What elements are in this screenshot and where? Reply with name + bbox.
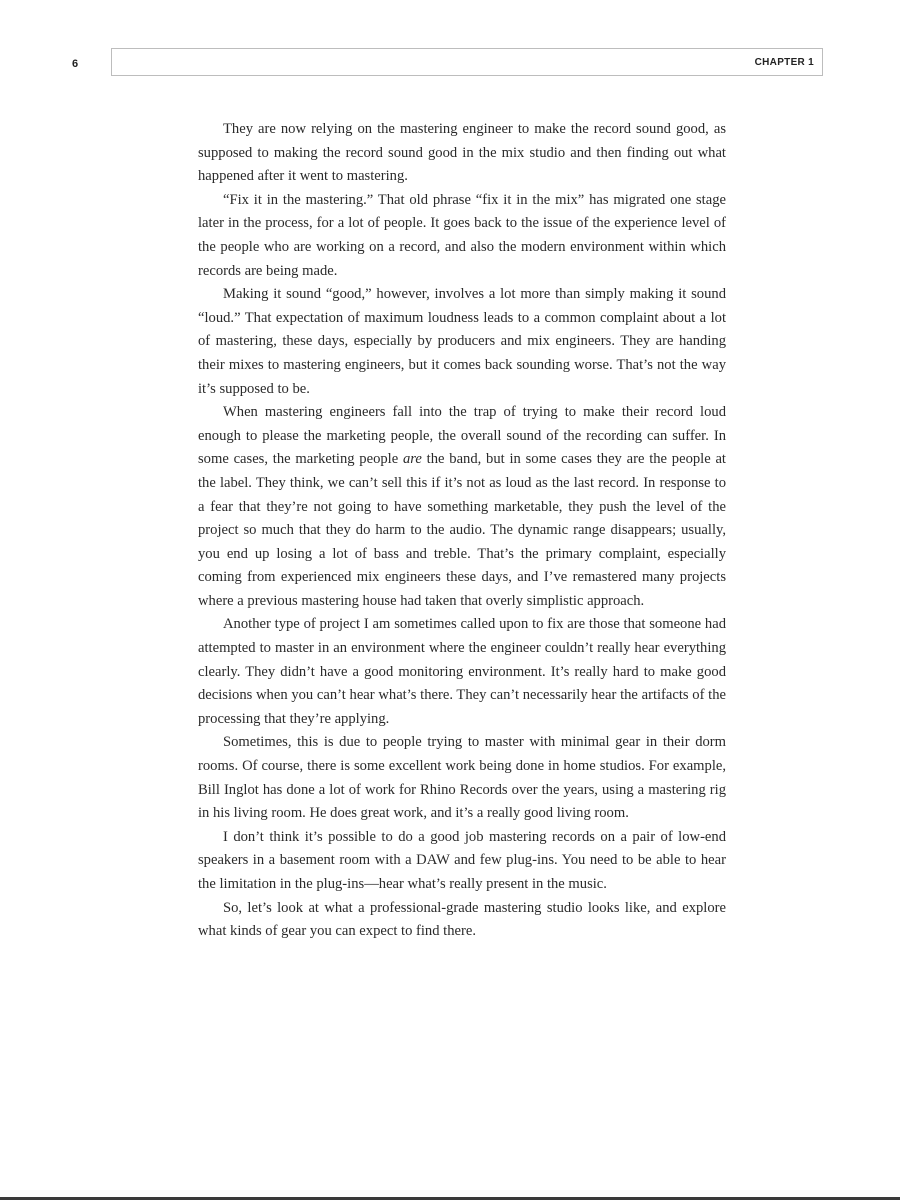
- paragraph: “Fix it in the mastering.” That old phrase “fix it in the mix” has migrated one stage later in the process, for a lot of people. It goes back to the issue of the experience level of the people who are working on a record, and also the modern environment within which records are being made.: [198, 191, 726, 279]
- page-number: 6: [72, 58, 79, 70]
- chapter-label: CHAPTER 1: [754, 57, 814, 68]
- running-head: [111, 48, 823, 76]
- paragraph: They are now relying on the mastering engineer to make the record sound good, as supposed to making the record sound good in the mix studio and then finding out what happened after it went to mastering.: [198, 121, 726, 185]
- paragraph: Sometimes, this is due to people trying to master with minimal gear in their dorm rooms. Of course, there is some excellent work being done in home studios. For example, Bill Inglot has done a lot of work for Rhino Records over the years, using a mastering rig in his living room. He does great work, and it’s a really good living room.: [198, 734, 726, 822]
- paragraph: Another type of project I am sometimes called upon to fix are those that someone had attempted to master in an environment where the engineer couldn’t really hear everything clearly. They didn’t have a good monitoring environment. It’s really hard to make good decisions when you can’t hear what’s there. They can’t necessarily hear the artifacts of the processing that they’re applying.: [198, 616, 726, 727]
- paragraph: I don’t think it’s possible to do a good job mastering records on a pair of low-end speakers in a basement room with a DAW and few plug-ins. You need to be able to hear the limitation in the plug-ins—hear what’s really present in the music.: [198, 828, 726, 892]
- emphasis-text: are: [402, 451, 422, 468]
- body-text: [198, 118, 726, 944]
- paragraph: So, let’s look at what a professional-grade mastering studio looks like, and explore what kinds of gear you can expect to find there.: [198, 899, 726, 940]
- paragraph: Making it sound “good,” however, involves a lot more than simply making it sound “loud.” That expectation of maximum loudness leads to a common complaint about a lot of mastering, these days, especially by producers and mix engineers. They are handing their mixes to mastering engineers, but it comes back sounding worse. That’s not the way it’s supposed to be.: [198, 286, 726, 397]
- paragraph: When mastering engineers fall into the trap of trying to make their record loud enough to please the marketing people, the overall sound of the recording can suffer. In some cases, the marketing people are the band, but in some cases they are the people at the label. They think, we can’t sell this if it’s not as loud as the last record. In response to a fear that they’re not going to have something marketable, they push the level of the project so much that they do harm to the audio. The dynamic range disappears; usually, you end up losing a lot of bass and treble. That’s the primary complaint, especially coming from experienced mix engineers these days, and I’ve remastered many projects where a previous mastering house had taken that overly simplistic approach.: [198, 404, 726, 609]
